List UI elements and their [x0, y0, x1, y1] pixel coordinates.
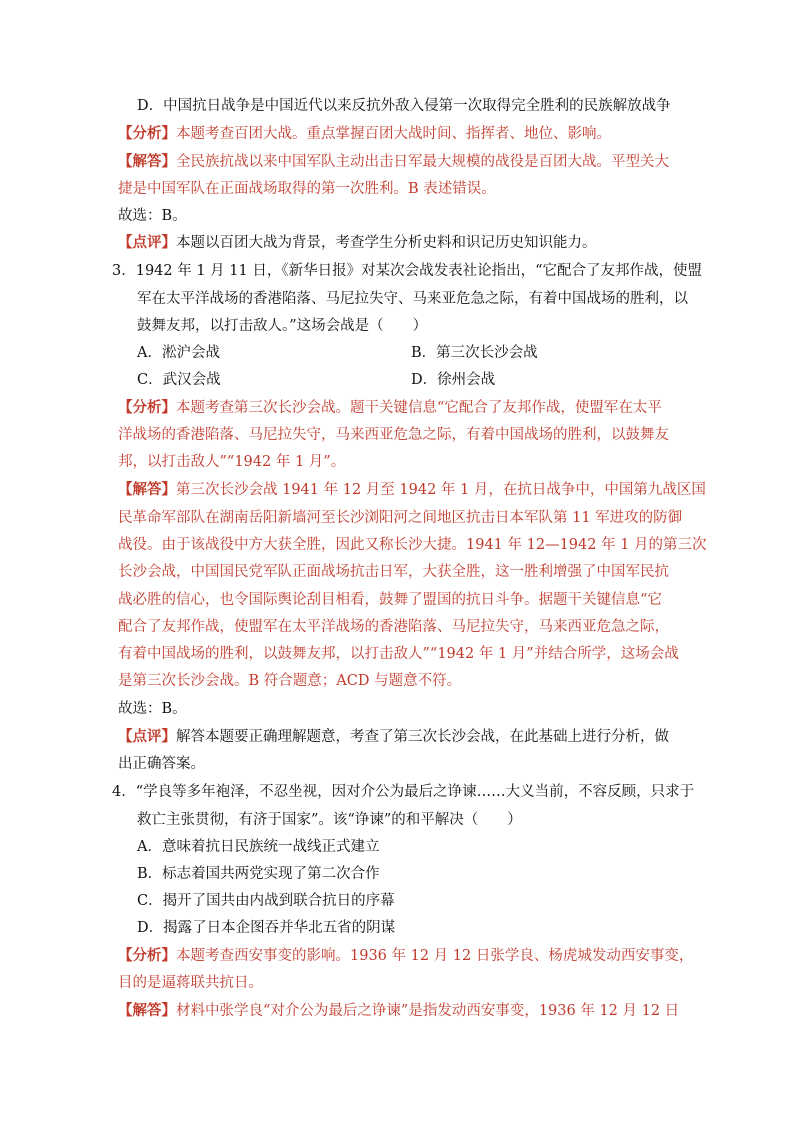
q3-answer-line-8: 是第三次长沙会战。B 符合题意；ACD 与题意不符。: [118, 673, 462, 689]
comment-tag: 【点评】: [118, 728, 176, 745]
q4-option-d: D．揭露了日本企图吞并华北五省的阴谋: [137, 920, 396, 936]
q2-analysis: [118, 124, 678, 144]
comment-tag: 【点评】: [118, 234, 176, 251]
q4-analysis-line-2: 目的是逼蒋联共抗日。: [118, 975, 263, 991]
answer-tag: 【解答】: [118, 1002, 176, 1019]
q2-answer-line-2: 捷是中国军队在正面战场取得的第一次胜利。B 表述错误。: [118, 181, 496, 197]
q3-analysis-line-1: [118, 398, 678, 418]
q2-comment: [118, 233, 678, 253]
q3-answer-line-3: 战役。由于该战役中方大获全胜，因此又称长沙大捷。1941 年 12—1942 年 1 月的第三次: [118, 537, 707, 553]
q3-stem-line-3: 鼓舞友邦，以打击敌人。”这场会战是（ ）: [137, 318, 428, 334]
q4-stem-line-2: 救亡主张贯彻，有济于国家”。该“诤谏”的和平解决（ ）: [137, 812, 522, 828]
q4-answer-line-1: [118, 1001, 678, 1021]
q2-option-d: D．中国抗日战争是中国近代以来反抗外敌入侵第一次取得完全胜利的民族解放战争: [137, 98, 671, 114]
q3-answer-line-4: 长沙会战，中国国民党军队正面战场抗击日军，大获全胜，这一胜利增强了中国军民抗: [118, 564, 669, 580]
analysis-text: 本题考查第三次长沙会战。题干关键信息“它配合了友邦作战，使盟军在太平: [176, 400, 662, 416]
q4-analysis-line-1: [118, 946, 694, 966]
q4-option-c: C．揭开了国共由内战到联合抗日的序幕: [137, 893, 395, 909]
q4-option-b: B．标志着国共两党实现了第二次合作: [137, 866, 380, 882]
q3-option-b: B．第三次长沙会战: [411, 345, 538, 361]
analysis-tag: 【分析】: [118, 947, 176, 964]
q3-option-d: D．徐州会战: [411, 372, 496, 388]
q2-choice: 故选：B。: [118, 208, 187, 224]
analysis-tag: 【分析】: [118, 399, 176, 416]
q2-answer-line-1: [118, 152, 678, 172]
q3-answer-line-1: [118, 480, 706, 500]
q3-comment-line-1: [118, 727, 678, 747]
answer-tag: 【解答】: [118, 481, 176, 498]
q3-comment-line-2: 出正确答案。: [118, 756, 205, 772]
q3-choice: 故选：B。: [118, 701, 187, 717]
q3-analysis-line-2: 洋战场的香港陷落、马尼拉失守，马来西亚危急之际，有着中国战场的胜利，以鼓舞友: [118, 427, 669, 443]
answer-text: 全民族抗战以来中国军队主动出击日军最大规模的战役是百团大战。平型关大: [176, 154, 669, 170]
answer-tag: 【解答】: [118, 153, 176, 170]
comment-text: 本题以百团大战为背景，考查学生分析史料和识记历史知识能力。: [176, 235, 597, 251]
q3-stem-line-1: 3．1942 年 1 月 11 日，《新华日报》对某次会战发表社论指出，“它配合了友邦作战，使盟: [112, 263, 703, 279]
q3-answer-line-7: 有着中国战场的胜利，以鼓舞友邦，以打击敌人”“1942 年 1 月”并结合所学，这场会战: [118, 646, 679, 662]
q3-answer-line-5: 战必胜的信心，也令国际舆论刮目相看，鼓舞了盟国的抗日斗争。据题干关键信息“它: [118, 592, 662, 608]
q3-answer-line-6: 配合了友邦作战，使盟军在太平洋战场的香港陷落、马尼拉失守，马来西亚危急之际，: [118, 619, 669, 635]
q4-option-a: A．意味着抗日民族统一战线正式建立: [137, 839, 380, 855]
analysis-text: 本题考查百团大战。重点掌握百团大战时间、指挥者、地位、影响。: [176, 126, 611, 142]
analysis-text: 本题考查西安事变的影响。1936 年 12 月 12 日张学良、杨虎城发动西安事变，: [176, 948, 694, 964]
comment-text: 解答本题要正确理解题意，考查了第三次长沙会战，在此基础上进行分析，做: [176, 729, 669, 745]
q3-stem-line-2: 军在太平洋战场的香港陷落、马尼拉失守、马来亚危急之际，有着中国战场的胜利，以: [137, 291, 688, 307]
q3-answer-line-2: 民革命军部队在湖南岳阳新墙河至长沙浏阳河之间地区抗击日本军队第 11 军进攻的防御: [118, 510, 683, 526]
answer-text: 第三次长沙会战 1941 年 12 月至 1942 年 1 月，在抗日战争中，中国第九战区国: [176, 482, 706, 498]
answer-text: 材料中张学良“对介公为最后之诤谏”是指发动西安事变，1936 年 12 月 12 日: [176, 1003, 680, 1019]
q3-option-c: C．武汉会战: [137, 372, 221, 388]
q3-option-a: A．淞沪会战: [137, 345, 220, 361]
analysis-tag: 【分析】: [118, 125, 176, 142]
q4-stem-line-1: 4．“学良等多年袍泽，不忍坐视，因对介公为最后之诤谏……大义当前，不容反顾，只求于: [112, 784, 695, 800]
q3-analysis-line-3: 邦，以打击敌人”“1942 年 1 月”。: [118, 454, 346, 470]
